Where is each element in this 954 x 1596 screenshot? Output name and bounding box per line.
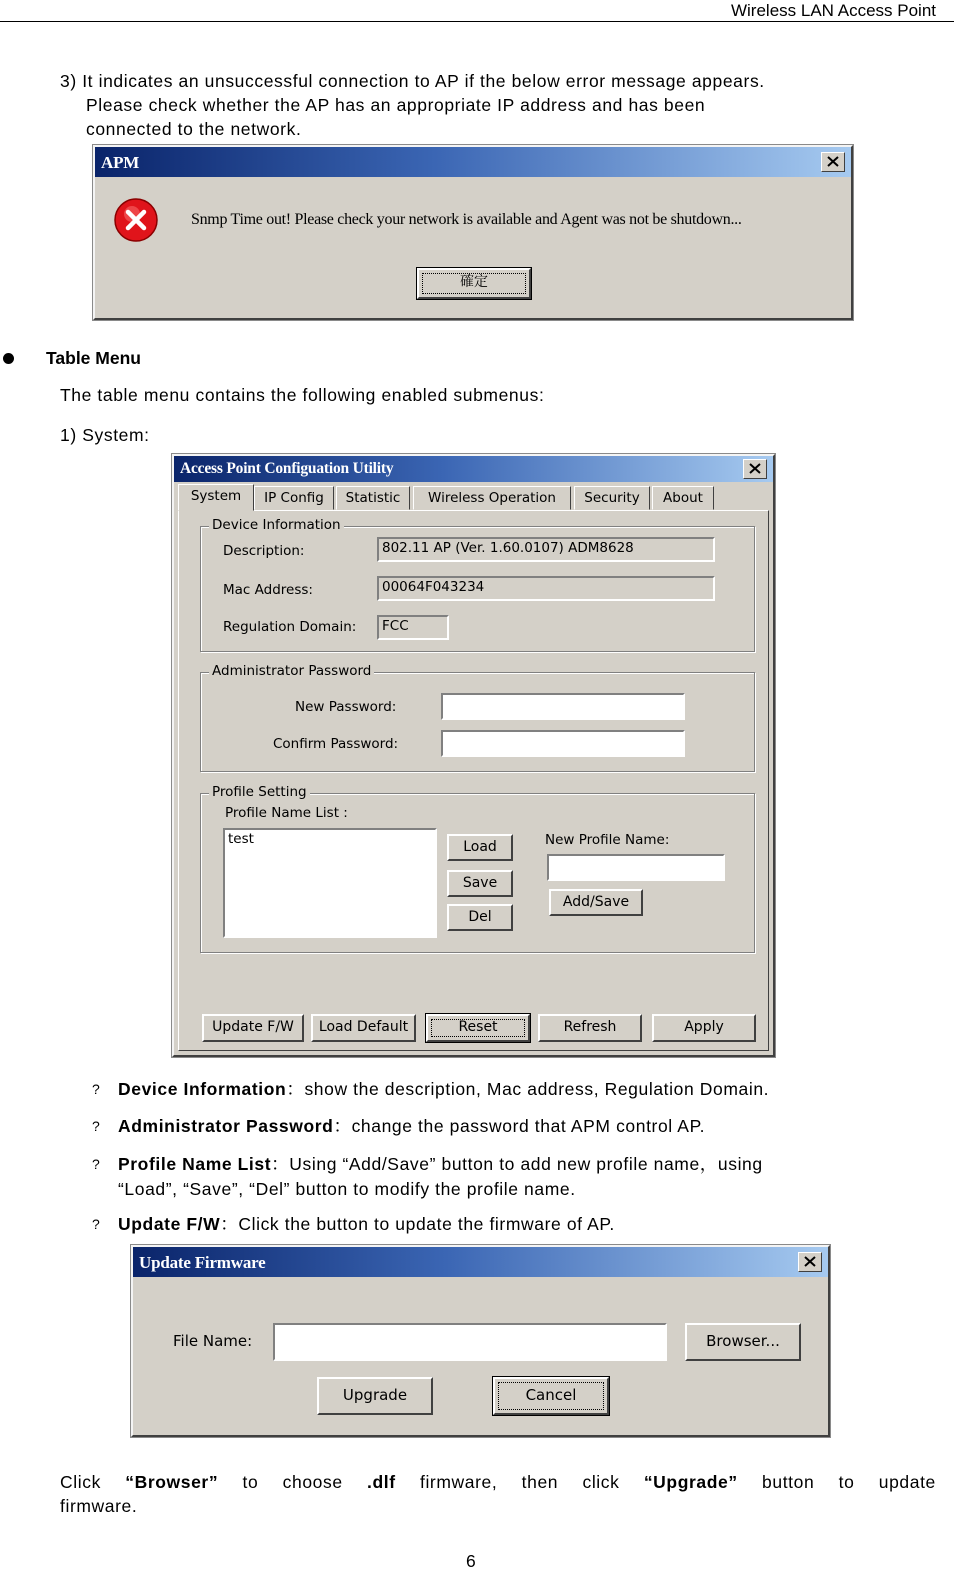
item-marker: ? — [92, 1216, 100, 1232]
item-line — [118, 1153, 763, 1175]
domain-label: Regulation Domain: — [223, 619, 357, 635]
update-firmware-dialog — [131, 1245, 830, 1437]
close-icon — [749, 463, 761, 474]
closing-word: to — [838, 1472, 855, 1492]
apm-ok-button[interactable] — [417, 268, 531, 299]
item-sep: ： — [220, 1214, 239, 1234]
tab-security[interactable]: Security — [574, 486, 650, 510]
profile-group — [200, 784, 755, 953]
table-menu-bullet — [3, 353, 14, 364]
item-text: show the description, Mac address, Regulation Domain. — [304, 1079, 770, 1099]
mac-field — [377, 576, 715, 601]
closing-line1 — [60, 1471, 936, 1493]
profile-load-button[interactable]: Load — [447, 834, 513, 861]
reset-label: Reset — [458, 1019, 498, 1035]
new-profile-label: New Profile Name: — [545, 832, 670, 848]
tab-wireless-operation[interactable]: Wireless Operation — [413, 486, 571, 510]
browser-button[interactable]: Browser... — [685, 1323, 801, 1361]
file-name-input[interactable] — [273, 1323, 667, 1361]
apm-error-dialog — [93, 145, 853, 320]
item-text: Using “Add/Save” button to add new profile name，using — [289, 1154, 763, 1174]
reset-button[interactable] — [426, 1014, 530, 1042]
mac-value: 00064F043234 — [382, 579, 485, 595]
closing-word: update — [878, 1472, 936, 1492]
closing-word: to — [242, 1472, 259, 1492]
profile-list-item[interactable]: test — [228, 831, 254, 847]
profile-del-button[interactable]: Del — [447, 904, 513, 931]
device-info-title: Device Information — [209, 517, 344, 533]
closing-word: then — [521, 1472, 559, 1492]
step3-line2: Please check whether the AP has an appropriate IP address and has been — [86, 95, 706, 115]
closing-line2: firmware. — [60, 1496, 138, 1516]
close-icon — [804, 1256, 816, 1267]
new-password-input[interactable] — [441, 693, 685, 720]
error-icon — [113, 197, 159, 243]
description-field — [377, 537, 715, 562]
tab-about[interactable]: About — [652, 486, 714, 510]
item-term: Administrator Password — [118, 1116, 334, 1136]
load-default-button[interactable]: Load Default — [311, 1014, 416, 1042]
closing-word-dlf: .dlf — [367, 1472, 396, 1492]
update-titlebar[interactable] — [133, 1247, 828, 1277]
item-line — [118, 1213, 615, 1235]
item-sep: ： — [271, 1154, 290, 1174]
item-marker: ? — [92, 1156, 100, 1172]
cancel-button[interactable] — [493, 1377, 609, 1415]
file-name-label: File Name: — [173, 1332, 253, 1350]
closing-word: Click — [60, 1472, 101, 1492]
confirm-password-input[interactable] — [441, 730, 685, 757]
upgrade-button[interactable]: Upgrade — [317, 1377, 433, 1415]
item-marker: ? — [92, 1081, 100, 1097]
apm-message: Snmp Time out! Please check your network is available and Agent was not be shutdown... — [191, 211, 742, 228]
item-line — [118, 1115, 705, 1137]
closing-word-browser: “Browser” — [125, 1472, 219, 1492]
profile-save-button[interactable]: Save — [447, 870, 513, 897]
table-menu-intro: The table menu contains the following enabled submenus: — [60, 385, 545, 405]
table-menu-heading: Table Menu — [46, 348, 141, 368]
profile-list-label: Profile Name List : — [225, 805, 348, 821]
item-text-line2: “Load”, “Save”, “Del” button to modify the profile name. — [118, 1179, 576, 1199]
apm-titlebar[interactable] — [95, 147, 851, 177]
device-info-group — [200, 517, 755, 652]
add-save-button[interactable]: Add/Save — [549, 889, 643, 916]
apm-ok-label: 確定 — [460, 274, 488, 290]
update-close-button[interactable] — [798, 1252, 822, 1272]
table-menu-item1: 1) System: — [60, 425, 150, 445]
admin-password-title: Administrator Password — [209, 663, 374, 679]
item-text: change the password that APM control AP. — [351, 1116, 706, 1136]
item-text: Click the button to update the firmware of AP. — [238, 1214, 615, 1234]
cancel-label: Cancel — [525, 1386, 577, 1404]
step3-line3: connected to the network. — [86, 119, 302, 139]
closing-word: firmware, — [419, 1472, 498, 1492]
apply-button[interactable]: Apply — [652, 1014, 756, 1042]
close-icon — [827, 156, 839, 167]
item-marker: ? — [92, 1118, 100, 1134]
description-label: Description: — [223, 543, 305, 559]
config-close-button[interactable] — [743, 459, 767, 479]
update-title: Update Firmware — [139, 1253, 266, 1272]
page-number: 6 — [466, 1551, 476, 1571]
step3-line1: 3) It indicates an unsuccessful connection to AP if the below error message appears. — [60, 71, 765, 91]
closing-word: button — [762, 1472, 815, 1492]
closing-word: choose — [282, 1472, 343, 1492]
mac-label: Mac Address: — [223, 582, 313, 598]
profile-title: Profile Setting — [209, 784, 310, 800]
new-password-label: New Password: — [295, 699, 397, 715]
item-term: Profile Name List — [118, 1154, 272, 1174]
tab-system[interactable]: System — [178, 484, 254, 511]
closing-word: click — [582, 1472, 620, 1492]
item-sep: ： — [286, 1079, 305, 1099]
config-title: Access Point Configuation Utility — [180, 460, 394, 477]
item-term: Device Information — [118, 1079, 287, 1099]
header-rule — [0, 21, 954, 22]
domain-value: FCC — [382, 618, 409, 634]
config-window — [172, 454, 775, 1057]
tab-statistic[interactable]: Statistic — [336, 486, 410, 510]
item-term: Update F/W — [118, 1214, 221, 1234]
domain-field — [377, 615, 449, 640]
confirm-password-label: Confirm Password: — [273, 736, 399, 752]
profile-listbox[interactable] — [223, 828, 437, 938]
running-header: Wireless LAN Access Point — [730, 1, 936, 20]
item-sep: ： — [333, 1116, 352, 1136]
item-line — [118, 1078, 769, 1100]
apm-close-button[interactable] — [821, 152, 845, 172]
tab-ip-config[interactable]: IP Config — [254, 486, 334, 510]
config-titlebar[interactable] — [174, 456, 773, 482]
description-value: 802.11 AP (Ver. 1.60.0107) ADM8628 — [382, 540, 634, 556]
refresh-button[interactable]: Refresh — [538, 1014, 642, 1042]
update-fw-button[interactable]: Update F/W — [202, 1014, 304, 1042]
admin-password-group — [200, 663, 755, 772]
closing-word-upgrade: “Upgrade” — [643, 1472, 738, 1492]
new-profile-input[interactable] — [547, 854, 725, 881]
apm-title: APM — [101, 153, 140, 172]
